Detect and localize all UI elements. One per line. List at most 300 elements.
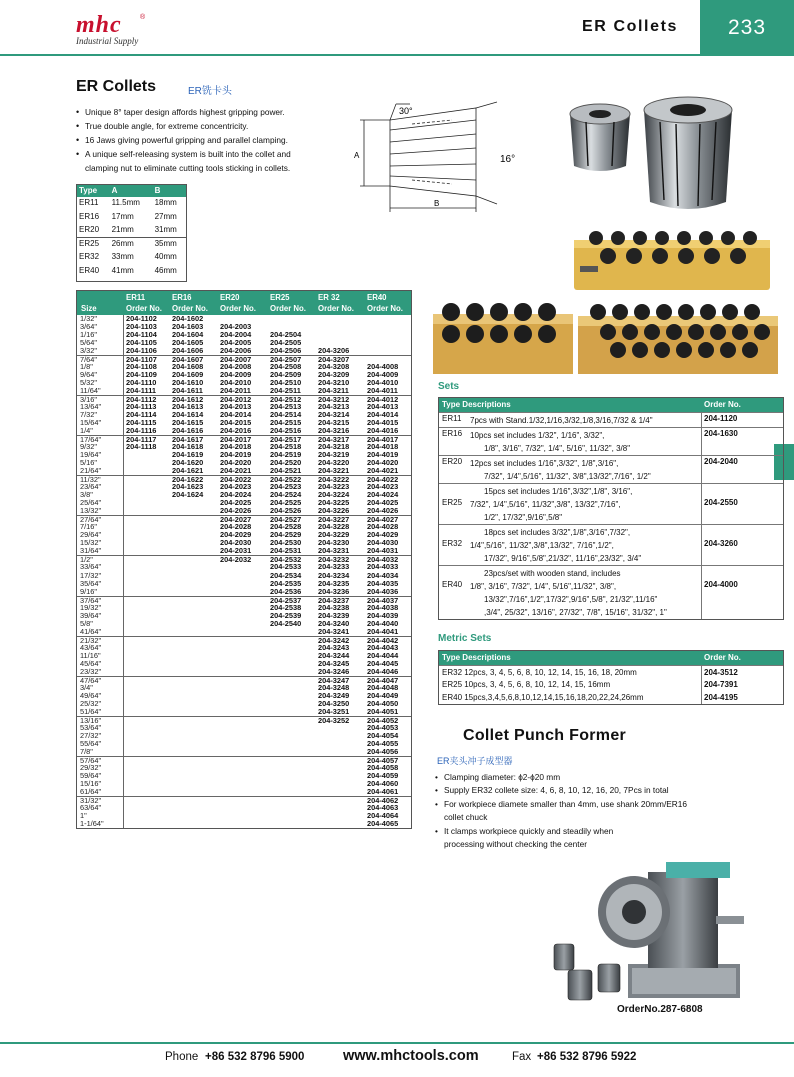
order-number-cell: 204-3208 [318, 362, 350, 372]
cell: 18mm [152, 197, 187, 210]
set-description [470, 414, 699, 427]
set-type: ER11 [442, 414, 462, 423]
order-number-cell: 204-2015 [220, 418, 252, 428]
fax-number: +86 532 8796 5922 [537, 1051, 637, 1063]
set-description [470, 526, 699, 565]
set-type: ER16 [442, 429, 463, 438]
order-number-cell: 204-4061 [367, 786, 399, 796]
order-number-cell: 204-4014 [367, 410, 399, 420]
size-cell: 9/32" [80, 442, 98, 452]
order-number-cell: 204-3209 [318, 370, 350, 380]
size-cell: 29/64" [80, 530, 102, 540]
cell: 11.5mm [109, 197, 152, 210]
order-number-cell: 204-3246 [318, 666, 350, 676]
set-description [470, 567, 699, 619]
table-row [77, 788, 411, 796]
order-number-cell: 204-4056 [367, 746, 399, 756]
order-number-cell: 204-1605 [172, 338, 204, 348]
order-number-cell: 204-4039 [367, 610, 399, 620]
order-number-cell: 204-4021 [367, 466, 399, 476]
order-number-cell: 204-2512 [270, 395, 302, 405]
column-divider [701, 413, 702, 427]
order-number-cell: 204-3234 [318, 570, 350, 580]
order-number-cell: 204-4028 [367, 522, 399, 532]
order-number-cell: 204-4008 [367, 362, 399, 372]
order-number-cell: 204-2003 [220, 322, 252, 332]
order-number-cell: 204-2533 [270, 562, 302, 572]
order-number-cell: 204-3235 [318, 578, 350, 588]
set-description-line: 23pcs/set with wooden stand, includes [484, 569, 621, 578]
order-number-cell: 204-4050 [367, 698, 399, 708]
table-row [77, 620, 411, 628]
size-cell: 5/8" [80, 618, 93, 628]
order-number-cell: 204-2030 [220, 538, 252, 548]
order-number-cell: 204-3214 [318, 410, 350, 420]
order-number-cell: 204-1607 [172, 355, 204, 365]
set-description-line: 10pcs set includes 1/32", 1/16", 3/32", [470, 431, 605, 440]
order-number-cell: 204-4049 [367, 690, 399, 700]
table-row [77, 636, 411, 644]
order-number-cell: 204-4030 [367, 538, 399, 548]
column-divider [701, 484, 702, 524]
order-number-cell: 204-4012 [367, 395, 399, 405]
feature-item: • Unique 8° taper design affords highest gripping power. [76, 105, 346, 119]
order-number-cell: 204-3210 [318, 378, 350, 388]
size-cell: 47/64" [80, 675, 102, 685]
size-cell: 53/64" [80, 722, 102, 732]
order-number-cell: 204-4065 [367, 818, 399, 828]
order-number-cell: 204-1618 [172, 442, 204, 452]
order-number-cell: 204-3241 [318, 626, 350, 636]
column-divider [123, 315, 124, 828]
sets-table [438, 397, 784, 620]
order-number-cell: 204-2540 [270, 618, 302, 628]
order-number-cell: 204-4023 [367, 482, 399, 492]
column-divider [701, 525, 702, 565]
table-row [77, 812, 411, 820]
order-number-cell: 204-4011 [367, 386, 398, 396]
order-number-cell: 204-1603 [172, 322, 204, 332]
order-number-cell: 204-4053 [367, 722, 399, 732]
order-number-cell: 204-3238 [318, 602, 350, 612]
order-number-cell: 204-2024 [220, 490, 252, 500]
order-number-cell: 204-1606 [172, 346, 204, 356]
order-number-cell: 204-3240 [318, 618, 350, 628]
table-row [77, 692, 411, 700]
order-number-cell: 204-3213 [318, 402, 350, 412]
size-cell: 25/64" [80, 498, 102, 508]
order-number-cell: 204-1109 [126, 370, 157, 380]
order-number-cell: 204-4024 [367, 490, 399, 500]
set-order-number: 204-3260 [704, 539, 738, 548]
order-number-cell: 204-4025 [367, 498, 399, 508]
order-number-cell: 204-4058 [367, 762, 399, 772]
metric-sets-header [439, 651, 783, 665]
order-number-cell: 204-3239 [318, 610, 350, 620]
size-cell: 9/64" [80, 370, 98, 380]
table-row [439, 483, 783, 524]
size-cell: 3/8" [80, 490, 93, 500]
table-row [77, 756, 411, 764]
metric-desc: ER32 12pcs, 3, 4, 5, 6, 8, 10, 12, 14, 15, 16, 18, 20mm [442, 668, 637, 677]
order-number-cell: 204-2005 [220, 338, 252, 348]
punch-former-title: Collet Punch Former [463, 727, 627, 744]
size-cell: 3/32" [80, 346, 98, 356]
section-title-cn: ER铣卡头 [188, 86, 232, 97]
angle-top-label: 30° [399, 106, 413, 116]
order-number-cell: 204-4013 [367, 402, 399, 412]
dim-a-label: A [354, 151, 360, 160]
order-number-cell: 204-1114 [126, 410, 157, 420]
table-row [77, 676, 411, 684]
order-number-cell: 204-2529 [270, 530, 302, 540]
order-number-cell: 204-4017 [367, 435, 399, 445]
order-number-cell: 204-4015 [367, 418, 399, 428]
size-cell: 1" [80, 810, 87, 820]
order-number-cell: 204-3207 [318, 355, 350, 365]
er-stand-small-photo [433, 300, 573, 374]
order-number-cell: 204-2029 [220, 530, 252, 540]
order-label: Order No. [172, 304, 208, 313]
order-number-cell: 204-3245 [318, 658, 350, 668]
metric-desc: ER25 10pcs, 3, 4, 5, 6, 8, 10, 12, 14, 15, 16mm [442, 680, 611, 689]
order-number-cell: 204-2518 [270, 442, 302, 452]
order-number-cell: 204-2515 [270, 418, 302, 428]
size-cell: 61/64" [80, 786, 102, 796]
order-label: Order No. [318, 304, 354, 313]
order-number-cell: 204-4035 [367, 578, 399, 588]
size-cell: 1/16" [80, 330, 98, 340]
order-number-cell: 204-2018 [220, 442, 252, 452]
size-cell: 3/16" [80, 395, 98, 405]
order-number-cell: 204-2519 [270, 450, 302, 460]
size-cell: 27/64" [80, 515, 102, 525]
order-number-cell: 204-3219 [318, 450, 350, 460]
order-number-cell: 204-2536 [270, 586, 302, 596]
order-number-cell: 204-2510 [270, 378, 302, 388]
set-description [470, 429, 699, 455]
order-number-cell: 204-4060 [367, 778, 399, 788]
order-number-cell: 204-3218 [318, 442, 350, 452]
order-number-cell: 204-3247 [318, 675, 350, 685]
cell: 40mm [152, 251, 187, 265]
order-number-cell: 204-3237 [318, 595, 350, 605]
col-header-er32: ER 32 [318, 293, 340, 302]
cell: ER25 [76, 237, 109, 251]
order-number-cell: 204-4042 [367, 635, 399, 645]
size-cell: 63/64" [80, 802, 102, 812]
size-cell: 33/64" [80, 562, 102, 572]
feature-item: • Clamping diameter: ɸ2-ɸ20 mm [435, 771, 775, 784]
set-order-number: 204-4000 [704, 580, 738, 589]
order-number-cell: 204-2004 [220, 330, 252, 340]
punch-former-photo [548, 852, 748, 1004]
set-description-line: 18pcs set includes 3/32",1/8",3/16",7/32", [484, 528, 631, 537]
size-cell: 31/64" [80, 546, 102, 556]
order-number-cell: 204-3215 [318, 418, 350, 428]
order-number-cell: 204-1611 [172, 386, 203, 396]
size-cell: 23/64" [80, 482, 102, 492]
angle-side-label: 16° [500, 154, 516, 165]
order-number-cell: 204-1118 [126, 442, 157, 452]
order-number-cell: 204-2524 [270, 490, 302, 500]
order-number-cell: 204-1602 [172, 314, 204, 323]
size-cell: 11/32" [80, 475, 101, 485]
order-number-cell: 204-3228 [318, 522, 350, 532]
dim-header-b: B [152, 184, 187, 197]
size-cell: 21/64" [80, 466, 102, 476]
order-number-cell: 204-2032 [220, 555, 252, 565]
set-description-line: 17/32", 9/16",5/8",21/32", 11/16",23/32", 3/4" [484, 554, 642, 563]
order-number-cell: 204-3233 [318, 562, 350, 572]
order-number-cell: 204-1610 [172, 378, 204, 388]
set-description-line: 1/2", 17/32",9/16",5/8" [484, 513, 563, 522]
order-number-cell: 204-3212 [318, 395, 350, 405]
order-number-cell: 204-1620 [172, 458, 204, 468]
set-order-number: 204-2040 [704, 457, 738, 466]
set-type: ER25 [442, 498, 463, 507]
order-number-cell: 204-2534 [270, 570, 302, 580]
order-number-cell: 204-4027 [367, 515, 399, 525]
table-row [76, 224, 187, 238]
metric-sets-table [438, 650, 784, 705]
order-number-cell: 204-4045 [367, 658, 399, 668]
order-number-cell: 204-4055 [367, 738, 399, 748]
order-number-cell: 204-1619 [172, 450, 204, 460]
order-number-cell: 204-4046 [367, 666, 399, 676]
cell: 33mm [109, 251, 152, 265]
column-divider [701, 456, 702, 483]
order-number-cell: 204-2517 [270, 435, 302, 445]
size-cell: 5/16" [80, 458, 98, 468]
feature-item-continued: clamping nut to eliminate cutting tools sticking in collets. [85, 163, 291, 173]
size-cell: 15/16" [80, 778, 102, 788]
order-number-cell: 204-4054 [367, 730, 399, 740]
set-type: ER40 [442, 580, 463, 589]
order-number-cell: 204-4057 [367, 755, 399, 765]
table-row [77, 740, 411, 748]
cell: 31mm [152, 224, 187, 238]
set-description-line: 12pcs set includes 1/16",3/32", 1/8",3/16", [470, 459, 619, 468]
metric-sets-title: Metric Sets [438, 633, 492, 644]
col-header-er25: ER25 [270, 293, 290, 302]
order-number-cell: 204-2010 [220, 378, 252, 388]
order-number-cell: 204-4048 [367, 682, 399, 692]
table-row [77, 387, 411, 395]
size-cell: 17/32" [80, 570, 102, 580]
order-number-cell: 204-2006 [220, 346, 252, 356]
order-number-cell: 204-1116 [126, 426, 157, 436]
order-number-cell: 204-2531 [270, 546, 302, 556]
feature-item: • Supply ER32 collete size: 4, 6, 8, 10, 12, 16, 20, 7Pcs in total [435, 784, 775, 797]
sets-body [439, 412, 783, 619]
website-link[interactable]: www.mhctools.com [343, 1048, 479, 1064]
order-number-cell: 204-2016 [220, 426, 252, 436]
cell: 41mm [109, 264, 152, 278]
size-cell: 27/32" [80, 730, 102, 740]
table-row [439, 691, 783, 704]
table-row [439, 524, 783, 565]
col-header-er16: ER16 [172, 293, 192, 302]
sets-header [439, 398, 783, 412]
table-row [77, 644, 411, 652]
table-row [77, 580, 411, 588]
order-number-cell: 204-3230 [318, 538, 350, 548]
size-cell: 31/32" [80, 795, 102, 805]
set-description-line: 7/32", 1/4",5/16", 11/32", 3/8",13/32",7/16", 1/2" [484, 472, 651, 481]
order-number-cell: 204-1113 [126, 402, 157, 412]
metric-desc: ER40 15pcs,3,4,5,6,8,10,12,14,15,16,18,20,22,24,26mm [442, 693, 644, 702]
size-cell: 39/64" [80, 610, 102, 620]
order-number-cell: 204-3251 [318, 706, 350, 716]
order-number-cell: 204-4018 [367, 442, 399, 452]
size-cell: 57/64" [80, 755, 102, 765]
metric-header-order: Order No. [704, 653, 741, 662]
order-number-cell: 204-2539 [270, 610, 302, 620]
dim-header-a: A [109, 184, 152, 197]
phone-number: +86 532 8796 5900 [205, 1051, 305, 1063]
order-number-cell: 204-4051 [367, 706, 399, 716]
table-row [77, 588, 411, 596]
table-row [76, 264, 187, 278]
table-row [77, 668, 411, 676]
table-row [77, 660, 411, 668]
cell: ER32 [76, 251, 109, 265]
set-description-line: ,3/4", 25/32", 13/16", 27/32", 7/8", 15/16", 31/32", 1" [484, 608, 667, 617]
table-row [439, 455, 783, 483]
order-number-cell: 204-1614 [172, 410, 204, 420]
table-row [77, 732, 411, 740]
size-cell: 41/64" [80, 626, 102, 636]
order-number-cell: 204-2537 [270, 595, 302, 605]
order-number-cell: 204-2013 [220, 402, 252, 412]
feature-item: • A unique self-releasing system is built into the collet and [76, 147, 346, 161]
size-cell: 1-1/64" [80, 818, 104, 828]
size-cell: 37/64" [80, 595, 102, 605]
section-title: ER Collets [76, 78, 157, 95]
order-number-cell: 204-4038 [367, 602, 399, 612]
size-cell: 1/32" [80, 314, 98, 323]
cell: ER16 [76, 210, 109, 224]
order-number-cell: 204-3248 [318, 682, 350, 692]
order-number-cell: 204-2008 [220, 362, 252, 372]
order-number-cell: 204-2528 [270, 522, 302, 532]
size-cell: 13/64" [80, 402, 102, 412]
order-number-cell: 204-4044 [367, 650, 399, 660]
table-row [77, 596, 411, 604]
order-number-cell: 204-2516 [270, 426, 302, 436]
order-number-cell: 204-3216 [318, 426, 350, 436]
column-divider [701, 665, 702, 704]
size-cell: 15/32" [80, 538, 102, 548]
feature-item: • For workpiece diamete smaller than 4mm, use shank 20mm/ER16 [435, 798, 775, 811]
header-title: ER Collets [582, 18, 679, 35]
set-description-line: 15pcs set includes 1/16",3/32",1/8", 3/16", [484, 487, 633, 496]
set-description-line: 1/8", 3/16", 7/32", 1/4", 5/16",11/32", 3/8", [470, 582, 617, 591]
size-cell: 49/64" [80, 690, 102, 700]
order-number-cell: 204-1613 [172, 402, 204, 412]
order-number-cell: 204-3249 [318, 690, 350, 700]
order-number-cell: 204-2520 [270, 458, 302, 468]
table-row [77, 604, 411, 612]
order-label: Order No. [126, 304, 162, 313]
order-label: Order No. [367, 304, 403, 313]
size-cell: 13/32" [80, 506, 102, 516]
table-row [77, 572, 411, 580]
order-number-cell: 204-2508 [270, 362, 302, 372]
size-cell: 19/32" [80, 602, 102, 612]
er40-stand-photo [578, 300, 778, 374]
logo-wordmark: mhc [76, 12, 122, 38]
table-row [439, 678, 783, 691]
order-number-cell: 204-4010 [367, 378, 399, 388]
order-number-cell: 204-3220 [318, 458, 350, 468]
order-number-cell: 204-4032 [367, 555, 399, 565]
order-number-cell: 204-3224 [318, 490, 350, 500]
table-row [77, 652, 411, 660]
order-number-cell: 204-3221 [318, 466, 350, 476]
order-number-cell: 204-2031 [220, 546, 252, 556]
table-row [77, 555, 411, 563]
order-number-cell: 204-4040 [367, 618, 399, 628]
table-row [77, 796, 411, 804]
order-number-cell: 204-3211 [318, 386, 349, 396]
order-label: Order No. [270, 304, 306, 313]
order-number-cell: 204-1624 [172, 490, 204, 500]
punch-former-title-cn: ER夹头冲子成型器 [437, 756, 513, 766]
size-cell: 1/4" [80, 426, 93, 436]
order-number-cell: 204-2509 [270, 370, 302, 380]
order-number-cell: 204-3231 [318, 546, 350, 556]
order-number-cell: 204-3236 [318, 586, 350, 596]
order-number-cell: 204-2526 [270, 506, 302, 516]
order-number-cell: 204-1111 [126, 386, 157, 396]
order-number-cell: 204-2022 [220, 475, 252, 485]
order-number-cell: 204-4016 [367, 426, 399, 436]
set-type: ER20 [442, 457, 463, 466]
order-number-cell: 204-2012 [220, 395, 252, 405]
order-label: Order No. [220, 304, 256, 313]
size-cell: 45/64" [80, 658, 102, 668]
order-number-cell: 204-2535 [270, 578, 302, 588]
column-divider [701, 566, 702, 619]
order-number-cell: 204-2009 [220, 370, 252, 380]
collet-drawing [352, 100, 528, 218]
order-number-cell: 204-2525 [270, 498, 302, 508]
order-number-cell: 204-4026 [367, 506, 399, 516]
fax-label: Fax [512, 1051, 532, 1063]
order-number-cell: 204-2021 [220, 466, 252, 476]
order-number-cell: 204-2523 [270, 482, 302, 492]
table-row [77, 684, 411, 692]
order-number-cell: 204-2511 [270, 386, 301, 396]
logo-tagline: Industrial Supply [76, 36, 139, 46]
size-cell: 29/32" [80, 762, 102, 772]
set-description-line: 7pcs with Stand.1/32,1/16,3/32,1/8,3/16,7/32 & 1/4" [470, 416, 653, 425]
order-number-cell: 204-2522 [270, 475, 302, 485]
order-number-cell: 204-4022 [367, 475, 399, 485]
order-number-cell: 204-2011 [220, 386, 251, 396]
table-row [439, 565, 783, 619]
cell: 21mm [109, 224, 152, 238]
order-number-cell: 204-1615 [172, 418, 204, 428]
dim-b-label: B [434, 199, 440, 208]
order-number-cell: 204-2514 [270, 410, 302, 420]
order-number-cell: 204-3226 [318, 506, 350, 516]
order-number-cell: 204-4052 [367, 715, 399, 725]
table-row [77, 427, 411, 435]
size-cell: 19/64" [80, 450, 102, 460]
